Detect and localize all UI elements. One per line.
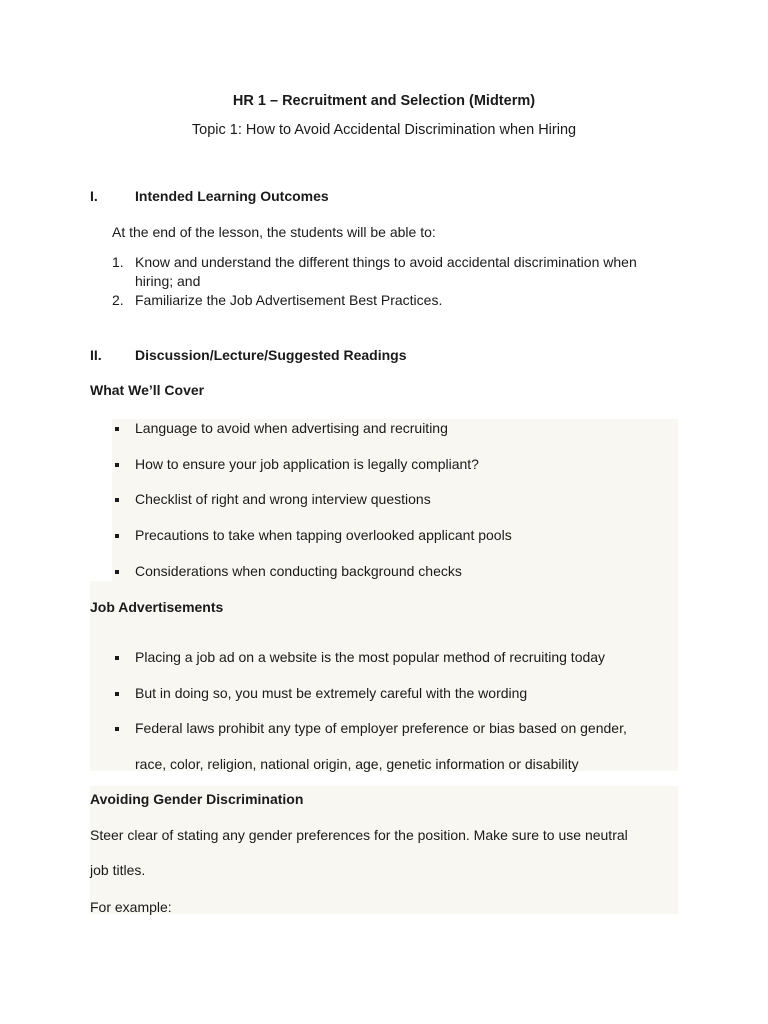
bullet-icon — [115, 570, 119, 574]
cover-item-2: How to ensure your job application is legally compliant? — [135, 456, 479, 472]
gender-discrimination-heading: Avoiding Gender Discrimination — [90, 791, 304, 807]
outcome-1-text: Know and understand the different things to avoid accidental discrimination when — [135, 254, 637, 270]
cover-item-1: Language to avoid when advertising and recruiting — [135, 420, 448, 436]
document-subtitle: Topic 1: How to Avoid Accidental Discrimination when Hiring — [191, 122, 577, 138]
job-ads-heading: Job Advertisements — [90, 599, 224, 615]
bullet-icon — [115, 463, 119, 467]
ads-item-1: Placing a job ad on a website is the most popular method of recruiting today — [135, 649, 606, 665]
example-label: For example: — [90, 899, 172, 915]
cover-item-5: Considerations when conducting background checks — [135, 563, 462, 579]
bullet-icon — [115, 727, 119, 731]
ads-item-3: Federal laws prohibit any type of employer preference or bias based on gender, — [135, 720, 627, 736]
section-1-title: Intended Learning Outcomes — [135, 188, 329, 204]
cover-item-4: Precautions to take when tapping overlooked applicant pools — [135, 527, 512, 543]
bullet-icon — [115, 692, 119, 696]
gender-paragraph-line-1: Steer clear of stating any gender preferences for the position. Make sure to use neutral — [90, 827, 628, 843]
cover-item-3: Checklist of right and wrong interview questions — [135, 491, 431, 507]
bullet-icon — [115, 656, 119, 660]
gender-paragraph-line-2: job titles. — [90, 862, 146, 878]
cover-heading: What We’ll Cover — [90, 382, 205, 398]
section-1-number: I. — [90, 188, 98, 204]
outcome-1-number: 1. — [112, 254, 124, 270]
outcome-2-text: Familiarize the Job Advertisement Best Practices. — [135, 292, 443, 308]
learning-outcomes-intro: At the end of the lesson, the students will be able to: — [112, 224, 436, 240]
ads-item-2: But in doing so, you must be extremely careful with the wording — [135, 685, 528, 701]
outcome-1-text-continued: hiring; and — [135, 273, 201, 289]
section-2-number: II. — [90, 347, 102, 363]
bullet-icon — [115, 498, 119, 502]
section-2-title: Discussion/Lecture/Suggested Readings — [135, 347, 407, 363]
bullet-icon — [115, 534, 119, 538]
document-title: HR 1 – Recruitment and Selection (Midterm) — [232, 93, 536, 109]
outcome-2-number: 2. — [112, 292, 124, 308]
ads-item-3-continued: race, color, religion, national origin, age, genetic information or disability — [135, 756, 579, 772]
bullet-icon — [115, 427, 119, 431]
